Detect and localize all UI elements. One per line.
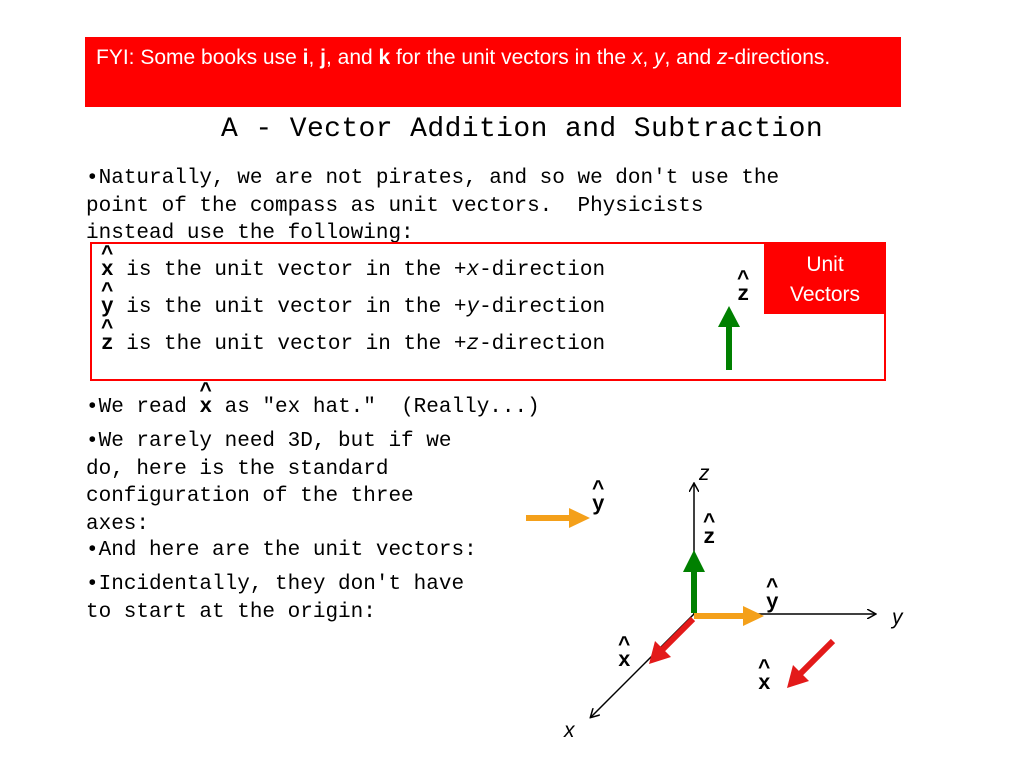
x-hat-arrow-origin: [649, 619, 693, 664]
unit-row-text-after: -direction: [479, 333, 606, 356]
unit-row-text-after: -direction: [479, 259, 606, 282]
x-hat-symbol: ^ x: [199, 394, 212, 422]
incidentally-line-2: to start at the origin:: [86, 600, 376, 624]
unit-row-axis: y: [466, 296, 480, 319]
unit-row-axis: x: [466, 259, 480, 282]
x-hat-label-free: ^ x: [758, 673, 771, 696]
unit-vectors-bullet-text: And here are the unit vectors:: [98, 539, 477, 562]
fyi-z: z: [717, 46, 728, 69]
read-bullet: •We read ^ x as "ex hat." (Really...): [86, 394, 540, 422]
fyi-k: k: [378, 46, 391, 69]
x-hat-label-origin: ^ x: [618, 650, 631, 673]
y-axis-label: y: [892, 606, 903, 629]
fyi-middle: for the unit vectors in the: [390, 46, 632, 69]
z-hat-label: ^ z: [703, 527, 716, 550]
unit-row-text: is the unit vector in the +: [113, 333, 467, 356]
unit-label-line-2: Vectors: [789, 283, 861, 306]
fyi-sep2: , and: [325, 46, 379, 69]
z-axis-label: z: [699, 462, 710, 485]
intro-line-1: Naturally, we are not pirates, and so we don't use the: [98, 167, 780, 190]
x-hat-arrow-free: [787, 641, 833, 688]
z-hat-arrow: [683, 550, 705, 613]
rarely-line-1: We rarely need 3D, but if we: [98, 430, 452, 453]
incidentally-line-1: Incidentally, they don't have: [98, 573, 465, 596]
y-hat-label-free: ^ y: [592, 494, 605, 517]
fyi-y: y: [654, 46, 665, 69]
unit-box-z-arrow: [718, 306, 740, 370]
y-hat-arrow-free: [526, 508, 590, 528]
rarely-line-2: do, here is the standard: [86, 457, 389, 481]
rarely-bullet: •We rarely need 3D, but if we do, here is the standard configuration of the three axes:: [86, 430, 452, 536]
fyi-tail: -directions.: [727, 46, 831, 69]
read-after: as "ex hat." (Really...): [212, 396, 540, 419]
y-hat-symbol: ^ y: [101, 295, 114, 321]
fyi-sep1: ,: [308, 46, 321, 69]
read-before: We read: [98, 396, 200, 419]
fyi-j: j: [320, 46, 326, 69]
intro-line-3: instead use the following:: [86, 222, 414, 245]
unit-label-line-1: Unit: [806, 253, 844, 276]
z-hat-symbol: ^ z: [101, 332, 114, 358]
fyi-x: x: [631, 46, 643, 69]
unit-row-text: is the unit vector in the +: [113, 296, 467, 319]
unit-vectors-bullet: •And here are the unit vectors:: [86, 539, 477, 562]
x-hat-symbol: ^ x: [101, 258, 114, 284]
intro-line-2: point of the compass as unit vectors. Physicists: [86, 194, 704, 218]
page-title: A - Vector Addition and Subtraction: [220, 114, 824, 145]
unit-row-text: is the unit vector in the +: [113, 259, 467, 282]
unit-row-axis: z: [466, 333, 480, 356]
incidentally-bullet: •Incidentally, they don't have to start at the origin:: [86, 573, 465, 624]
unit-row-text-after: -direction: [479, 296, 606, 319]
y-hat-label-origin: ^ y: [766, 592, 779, 615]
rarely-line-3: configuration of the three: [86, 485, 414, 508]
y-hat-arrow-origin: [694, 606, 764, 626]
x-axis-label: x: [564, 719, 575, 742]
fyi-lead: FYI: Some books use: [96, 46, 303, 69]
bullet: •: [86, 167, 99, 190]
fyi-sep3: ,: [642, 46, 654, 69]
rarely-line-4: axes:: [86, 512, 150, 536]
unit-box-z-hat-label: ^ z: [737, 284, 750, 307]
fyi-i: i: [302, 46, 309, 69]
fyi-sep4: , and: [664, 46, 718, 69]
